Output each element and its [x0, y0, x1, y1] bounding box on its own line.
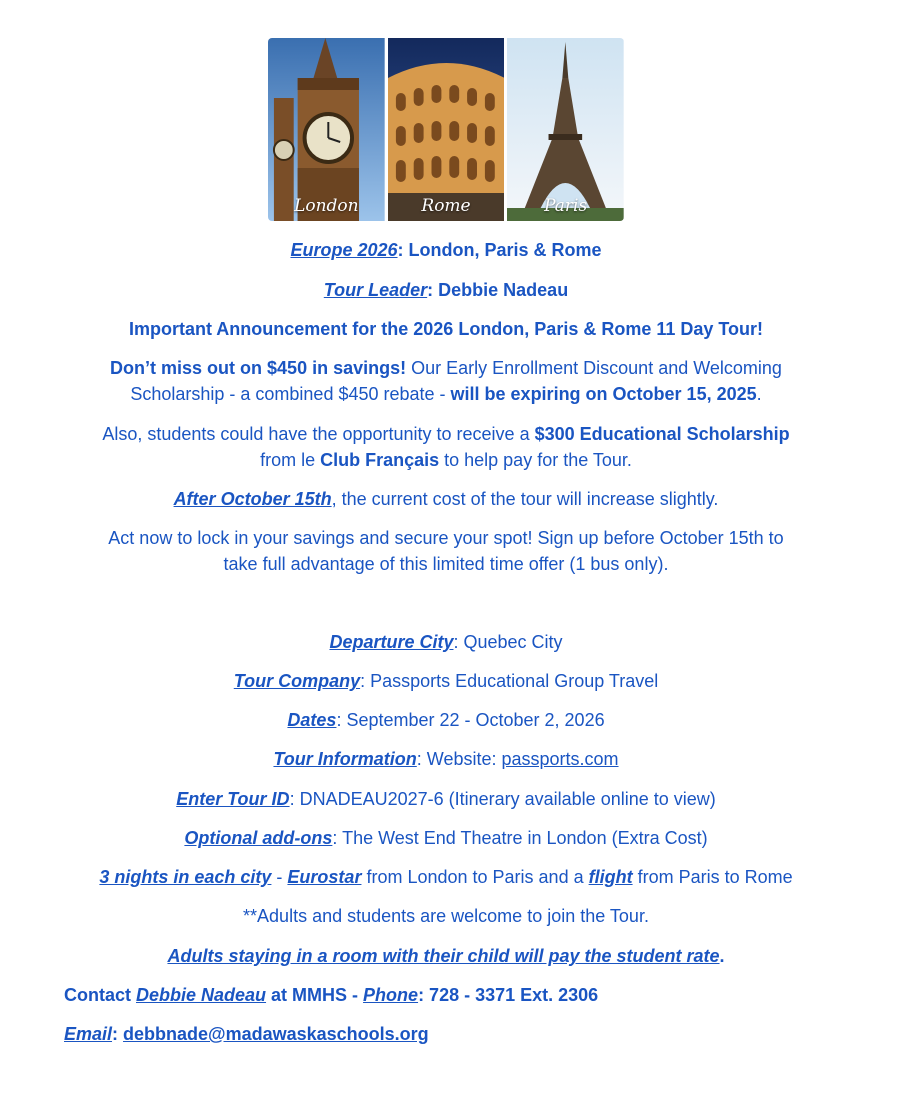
company-link[interactable]: Tour Company: [233, 671, 361, 691]
contact-at-text: at MMHS -: [266, 985, 364, 1005]
travel-dash: -: [271, 867, 288, 887]
tour-id-value: : DNADEAU2027-6 (Itinerary available online to view): [289, 789, 716, 809]
europe-link[interactable]: Europe 2026: [290, 240, 398, 260]
nights-link[interactable]: 3 nights in each city: [99, 867, 272, 887]
london-photo: [268, 38, 385, 221]
departure-line: [0, 629, 892, 655]
act-now-line-1: Act now to lock in your savings and secure your spot! Sign up before October 15th to: [108, 528, 784, 548]
scholarship-line-1: [0, 421, 892, 447]
savings-text-2: Scholarship - a combined $450 rebate -: [130, 384, 451, 404]
dates-link[interactable]: Dates: [287, 710, 337, 730]
announcement-heading: Important Announcement for the 2026 London, Paris & Rome 11 Day Tour!: [128, 319, 764, 339]
act-now-line-2: take full advantage of this limited time offer (1 bus only).: [223, 554, 669, 574]
addons-link[interactable]: Optional add-ons: [184, 828, 333, 848]
savings-period: .: [756, 384, 762, 404]
scholarship-text-3: to help pay for the Tour.: [439, 450, 632, 470]
contact-name-link[interactable]: Debbie Nadeau: [136, 985, 267, 1005]
departure-value: : Quebec City: [453, 632, 563, 652]
paris-photo: [507, 38, 624, 221]
student-rate-line: [0, 943, 892, 969]
after-deadline-line: [0, 486, 892, 512]
savings-bold: Don’t miss out on $450 in savings!: [110, 358, 407, 378]
website-link[interactable]: passports.com: [501, 749, 619, 769]
company-line: [0, 668, 892, 694]
paris-caption: Paris: [544, 196, 588, 216]
flight-text: from Paris to Rome: [632, 867, 793, 887]
email-address-link[interactable]: debbnade@madawaskaschools.org: [123, 1024, 429, 1044]
scholarship-text-2: from le: [260, 450, 321, 470]
tour-leader-line: [0, 277, 892, 303]
europe-line: [0, 237, 892, 263]
scholarship-text-1: Also, students could have the opportunity to receive a: [102, 424, 535, 444]
dates-value: : September 22 - October 2, 2026: [336, 710, 605, 730]
tour-info-link[interactable]: Tour Information: [273, 749, 417, 769]
dates-line: [0, 707, 892, 733]
savings-text-1: Our Early Enrollment Discount and Welcoming: [406, 358, 782, 378]
tour-banner-image: [268, 38, 624, 221]
tour-leader-name: : Debbie Nadeau: [427, 280, 569, 300]
rome-caption: Rome: [421, 196, 471, 216]
email-colon: :: [112, 1024, 124, 1044]
addons-value: : The West End Theatre in London (Extra Cost): [332, 828, 708, 848]
company-value: : Passports Educational Group Travel: [360, 671, 659, 691]
scholarship-line-2: [0, 447, 892, 473]
email-line: [64, 1021, 429, 1047]
scholarship-amount: $300 Educational Scholarship: [534, 424, 790, 444]
student-rate-link[interactable]: Adults staying in a room with their child will pay the student rate: [167, 946, 720, 966]
contact-line: [64, 982, 598, 1008]
student-rate-period: .: [719, 946, 725, 966]
rome-photo: [388, 38, 505, 221]
phone-number: : 728 - 3371 Ext. 2306: [418, 985, 599, 1005]
london-caption: London: [294, 196, 359, 216]
after-deadline-text: , the current cost of the tour will increase slightly.: [331, 489, 719, 509]
europe-destinations: : London, Paris & Rome: [397, 240, 602, 260]
flight-link[interactable]: flight: [588, 867, 633, 887]
tour-info-text: : Website:: [416, 749, 502, 769]
savings-expiry: will be expiring on October 15, 2025: [450, 384, 757, 404]
addons-line: [0, 825, 892, 851]
welcome-line: **Adults and students are welcome to join the Tour.: [243, 906, 649, 926]
tour-info-line: [0, 746, 892, 772]
tour-id-line: [0, 786, 892, 812]
eurostar-link[interactable]: Eurostar: [287, 867, 362, 887]
contact-text: Contact: [64, 985, 136, 1005]
tour-leader-link[interactable]: Tour Leader: [323, 280, 428, 300]
travel-line: [0, 864, 892, 890]
after-october-link[interactable]: After October 15th: [173, 489, 332, 509]
savings-line-2: [0, 381, 892, 407]
email-label-link[interactable]: Email: [64, 1024, 113, 1044]
tour-id-link[interactable]: Enter Tour ID: [176, 789, 290, 809]
eurostar-text: from London to Paris and a: [361, 867, 589, 887]
club-francais: Club Français: [320, 450, 440, 470]
departure-link[interactable]: Departure City: [329, 632, 454, 652]
savings-line-1: [0, 355, 892, 381]
phone-link[interactable]: Phone: [363, 985, 419, 1005]
